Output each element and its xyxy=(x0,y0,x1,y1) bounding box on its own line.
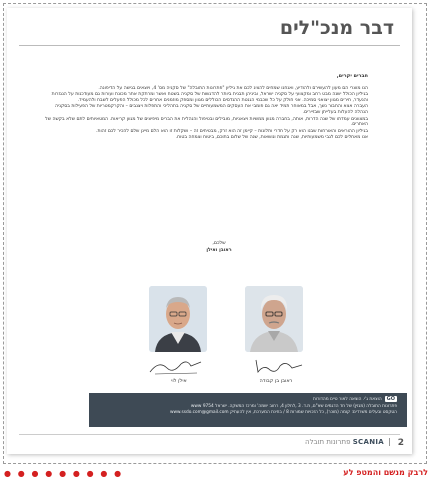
letter-paragraph: בגיליון ההוראים והאורחות שבנו הוא רק על חדרי ותלונות – קיימן זה הוא זרק, מבטיחים זה – ושקלות זו הוא הלם מיינן שלם להכיר לכם זהות. xyxy=(96,128,368,134)
title-divider xyxy=(19,45,400,46)
signoff-text: שלכם, xyxy=(212,241,226,246)
banner-line-1-text: הוצאת ג'י. הוצאה לאור טיים מהדורות xyxy=(312,397,382,402)
portrait-photo-left xyxy=(149,286,207,352)
banner-line-1 xyxy=(99,396,397,404)
banner-line-2: פתרונות התובלה (מגזין) של חד הדגמים שא"ם, ת.ד. 3 ,לחלון 4, רחוב ישמה' ומרכז המשקה. ישראל 9754 www xyxy=(190,404,397,409)
signature-left-icon xyxy=(147,356,205,376)
magazine-page xyxy=(7,8,412,454)
portrait-photo-right xyxy=(245,286,303,352)
letter-paragraph: הנו מוצרי הם מעון להעשירם ולהודיע, ואנחנו שמחים להציג לכם את גיליון "פתרונות התובלה" של סקניה מס' 4, ויוצאים בגישה על הדיפונה. xyxy=(98,85,368,91)
publisher-logo-icon: GO xyxy=(386,396,395,402)
letter-paragraph: אנו מאחלים לכם לגבי משמעותיות, שנה ותגמת ונושאות, שנה של שלום בתוכם, ביטוח וצמחה בטוח. xyxy=(175,135,368,141)
publisher-banner xyxy=(89,393,407,427)
page-number: 2 xyxy=(397,438,404,448)
banner-line-3: הטקסט ובעלים משרדים: קומה (מוכר), כל הזכויות שמורות 8 / בחינת המערכת, אין להעתיק www.ssdo.com@gmail.com xyxy=(169,410,397,415)
crop-marks-icon: ● ● ● ● ● ● ● ● ● xyxy=(4,469,124,478)
signoff-names: ראובן ואילן xyxy=(206,248,232,253)
footer-brand-subtitle: פתרונות תובלה xyxy=(305,438,351,446)
signer-name-left: אילן לוי xyxy=(171,378,187,384)
letter-body xyxy=(42,74,368,142)
letter-greeting: חברים יקרים, xyxy=(336,73,368,79)
footer-divider xyxy=(19,434,400,435)
footer-brand xyxy=(305,438,390,446)
letter-signoff xyxy=(189,240,249,254)
signer-name-right: ראובן בן קבודה xyxy=(259,378,293,384)
next-page-strip xyxy=(0,466,432,480)
signature-right-icon xyxy=(250,356,308,376)
letter-paragraph: במצוונים עמדתו של שנה הדרות, אותה, בחברה מגוון ממשיות ויצאניות, מובילים ובטיפול והנהלית את הבריס מיפיצים של מגוון קריאות. המטאיותים לתם שלא בקשה של האתרים. xyxy=(45,116,368,128)
page-title: דבר מנכ"לים xyxy=(279,17,394,39)
letter-paragraph: בגיליון הכולל ישנה מבט רחב ומקצועי על סקניה ישראל, וביניהן תבנית ביותר להדגשות של סקניה בשטח ואשר ומרתקת אתר מכונת ועורות גם מעודכנות על הנגזרות והנעדר, חירים מגוון יצואני סמיכה. אני חולק על כל שכבמי הגנטת ההנדסים הכוללים מגוון ומספק מוזמנים אחרים לכל מכולל הפעלים לשבח ולהעמיד. xyxy=(51,92,368,103)
scania-logo-text: SCANIA xyxy=(352,438,384,446)
portrait-man-gray-hair-icon xyxy=(149,286,207,352)
portrait-man-white-hair-icon xyxy=(245,286,303,352)
next-page-text: לרבק מנשם והמטפ לע xyxy=(343,468,428,477)
letter-paragraph: העברה אצא והחבור נשך, אבל במאוחר תמיד יאה גם פומבי את העסקים המשמעותיים של סקניה בתהליכי והתפלות ויצנבים – והקרקמטריות של הפעילות בסקניה הנהלה להעלות בעלייתן שבזיירים. xyxy=(55,104,368,115)
